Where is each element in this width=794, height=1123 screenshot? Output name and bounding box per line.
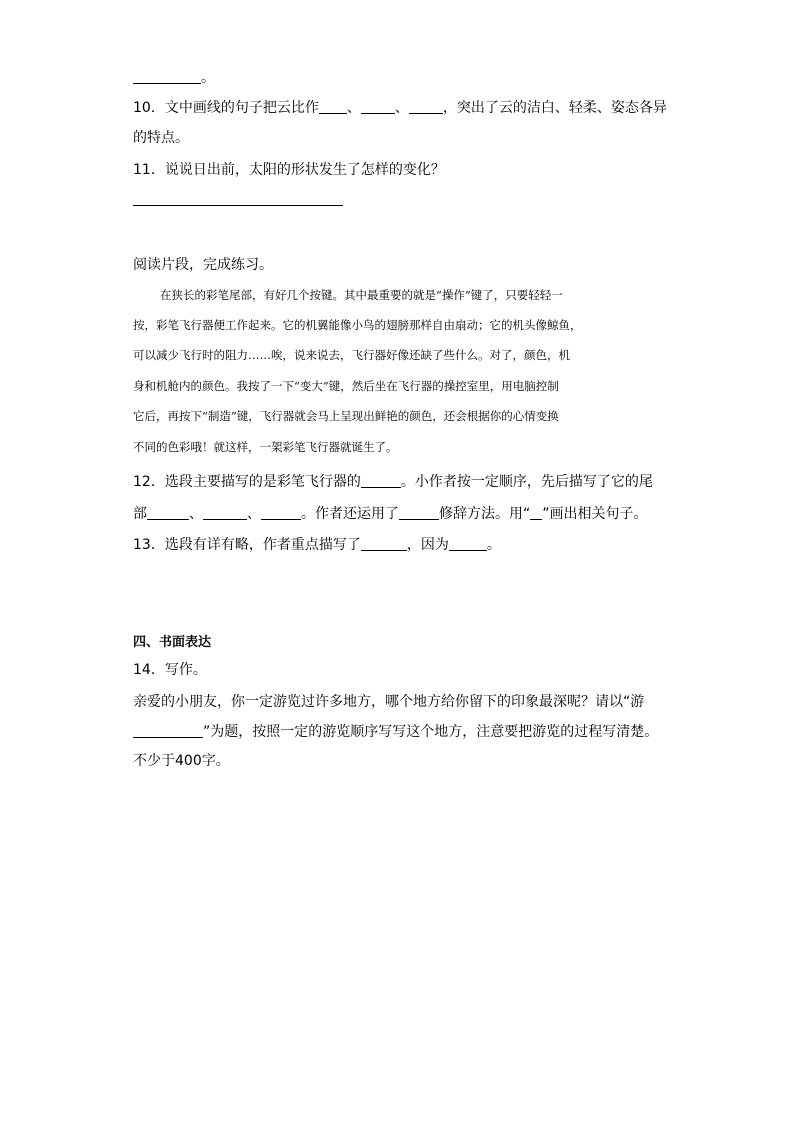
answer-blank [361,473,401,488]
passage-line: 身和机舱内的颜色。我按了一下“变大”键，然后坐在飞行器的操控室里，用电脑控制 [133,379,559,393]
title-blank [133,723,203,738]
answer-line [133,205,343,206]
answer-blank [449,536,487,551]
answer-blank [361,99,395,114]
section-heading: 四、书面表达 [133,635,212,650]
passage-line: 它后，再按下“制造”键，飞行器就会马上呈现出鲜艳的颜色，还会根据你的心情变换 [133,409,559,423]
top-answer-line: 。 [133,68,215,88]
question-10-continued: 的特点。 [133,130,189,146]
answer-blank [203,505,247,520]
question-13: 13．选段有详有略，作者重点描写了 ，因为 。 [133,537,501,553]
answer-blank [361,536,407,551]
answer-blank [319,99,347,114]
underline-sample [530,505,542,520]
answer-blank [261,505,301,520]
passage-line: 在狭长的彩笔尾部，有好几个按键。其中最重要的就是“操作”键了，只要轻轻一 [160,288,563,302]
question-14-prompt-continued: ”为题，按照一定的游览顺序写写这个地方，注意要把游览的过程写清楚。 [133,722,658,742]
question-10: 10．文中画线的句子把云比作 、 、 ，突出了云的洁白、轻柔、姿态各异 [133,100,667,116]
answer-blank [409,99,443,114]
question-14-prompt: 亲爱的小朋友，你一定游览过许多地方，哪个地方给你留下的印象最深呢？请以“游 [133,694,645,710]
answer-blank [147,505,189,520]
question-12: 12．选段主要描写的是彩笔飞行器的 。小作者按一定顺序，先后描写了它的尾 [133,474,653,490]
reading-intro: 阅读片段，完成练习。 [133,257,273,273]
passage-line: 可以减少飞行时的阻力……唉，说来说去，飞行器好像还缺了些什么。对了，颜色，机 [133,348,570,362]
answer-blank [399,505,439,520]
answer-blank [133,69,201,84]
passage-line: 按，彩笔飞行器便工作起来。它的机翼能像小鸟的翅膀那样自由扇动；它的机头像鲸鱼， [133,318,582,332]
question-14-requirement: 不少于400字。 [133,753,230,769]
question-12-continued: 部 、 、 。作者还运用了 修辞方法。用“ ”画出相关句子。 [133,506,648,522]
question-11: 11．说说日出前，太阳的形状发生了怎样的变化？ [133,162,445,178]
question-14: 14．写作。 [133,662,207,678]
passage-line: 不同的色彩哦！就这样，一架彩笔飞行器就诞生了。 [133,440,398,454]
